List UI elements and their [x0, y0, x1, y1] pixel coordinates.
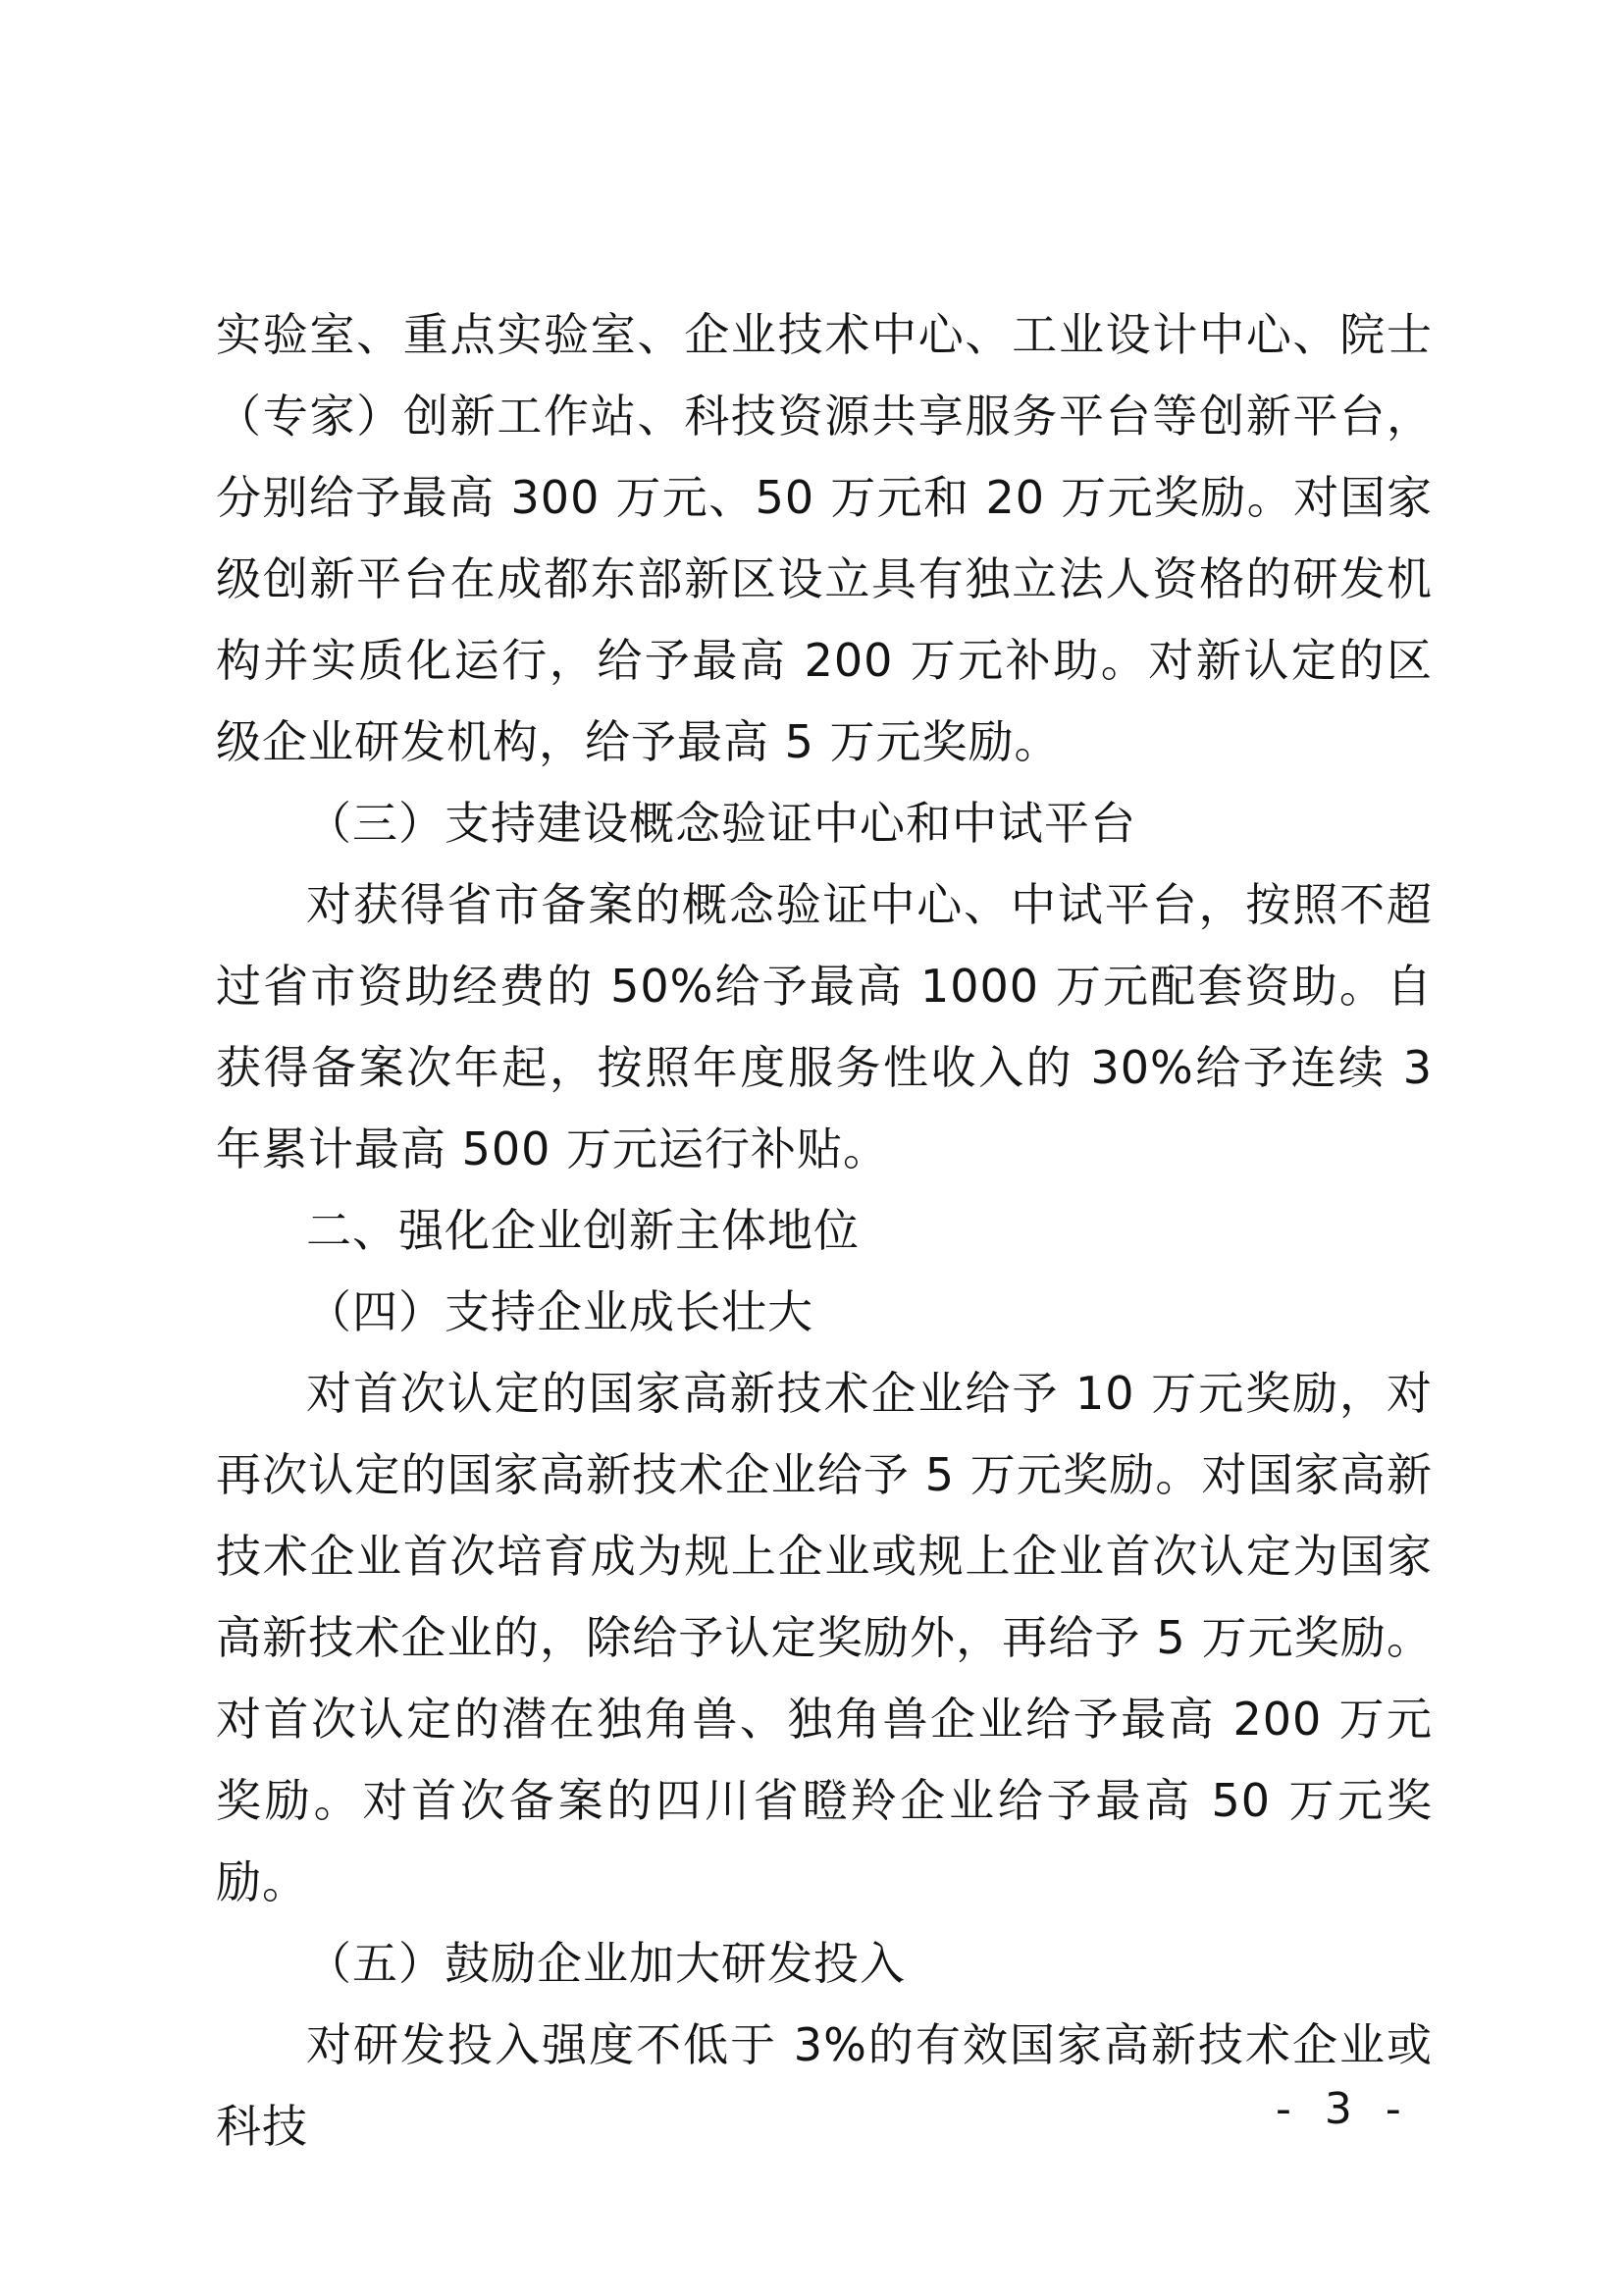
paragraph-innovation-platforms-continued: 实验室、重点实验室、企业技术中心、工业设计中心、院士（专家）创新工作站、科技资源共享服务平台等创新平台，分别给予最高 300 万元、50 万元和 20 万元奖励。对国家级创新平台在成都东部新区设立具有独立法人资格的研发机构并实质化运行，给予最高 200 万元补助。对新认定的区级企业研发机构，给予最高 5 万元奖励。 — [216, 308, 1433, 768]
page-number: - 3 - — [1276, 2084, 1411, 2134]
paragraph-enterprise-growth: 对首次认定的国家高新技术企业给予 10 万元奖励，对再次认定的国家高新技术企业给予 5 万元奖励。对国家高新技术企业首次培育成为规上企业或规上企业首次认定为国家高新技术企业的，除给予认定奖励外，再给予 5 万元奖励。对首次认定的潜在独角兽、独角兽企业给予最高 200 万元奖励。对首次备案的四川省瞪羚企业给予最高 50 万元奖励。 — [216, 1367, 1433, 1908]
heading-enterprise-innovation: 二、强化企业创新主体地位 — [306, 1204, 860, 1257]
heading-rd-investment: （五）鼓励企业加大研发投入 — [306, 1937, 906, 1990]
paragraph-concept-verification: 对获得省市备案的概念验证中心、中试平台，按照不超过省市资助经费的 50%给予最高 1000 万元配套资助。自获得备案次年起，按照年度服务性收入的 30%给予连续 3 年累计最高 500 万元运行补贴。 — [216, 878, 1433, 1175]
heading-enterprise-growth: （四）支持企业成长壮大 — [306, 1285, 813, 1338]
document-body — [216, 294, 1433, 2167]
paragraph-rd-investment: 对研发投入强度不低于 3%的有效国家高新技术企业或科技 — [216, 2018, 1433, 2153]
heading-concept-verification: （三）支持建设概念验证中心和中试平台 — [306, 797, 1136, 850]
